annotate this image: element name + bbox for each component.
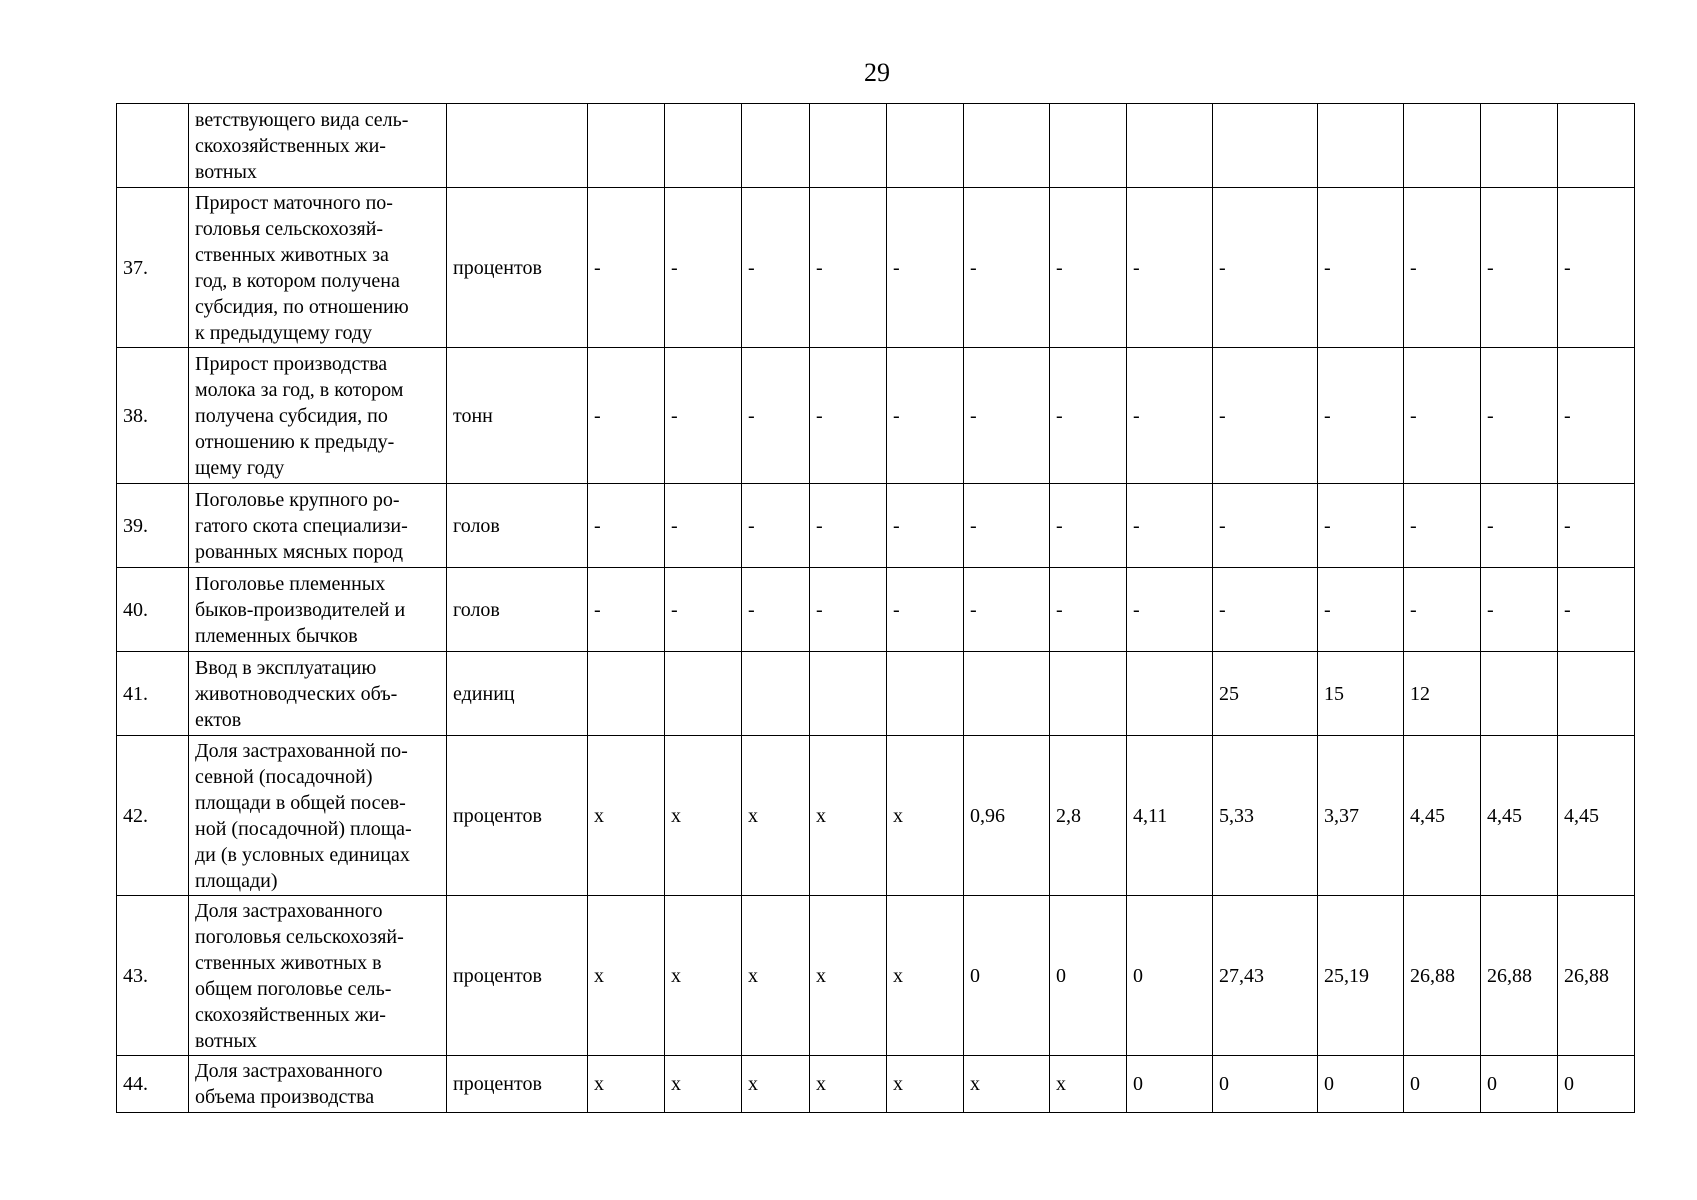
description-line: субсидия, по отношению	[195, 295, 409, 318]
value-cell: 0	[1213, 1056, 1318, 1113]
value-cell	[1481, 652, 1558, 736]
value-cell: -	[1318, 348, 1404, 484]
description-line: Поголовье племенных	[195, 572, 386, 595]
description-line: племенных бычков	[195, 624, 358, 647]
value-cell: -	[1127, 188, 1213, 348]
value-cell	[887, 104, 964, 188]
value-cell: 27,43	[1213, 896, 1318, 1056]
description-line: площади)	[195, 869, 278, 892]
value-cell: -	[1558, 484, 1635, 568]
unit-of-measure: единиц	[447, 652, 588, 736]
description-line: ветствующего вида сель-	[195, 108, 409, 131]
value-cell: 26,88	[1481, 896, 1558, 1056]
value-cell: 12	[1404, 652, 1481, 736]
unit-of-measure: голов	[447, 568, 588, 652]
row-number: 42.	[117, 736, 189, 896]
value-cell	[665, 652, 742, 736]
value-cell: -	[588, 568, 665, 652]
unit-of-measure: голов	[447, 484, 588, 568]
value-cell: 4,45	[1481, 736, 1558, 896]
value-cell: -	[1318, 484, 1404, 568]
value-cell: х	[964, 1056, 1050, 1113]
value-cell: -	[1481, 348, 1558, 484]
value-cell: -	[1318, 568, 1404, 652]
value-cell: -	[964, 348, 1050, 484]
value-cell	[887, 652, 964, 736]
description-line: Доля застрахованной по-	[195, 739, 408, 762]
value-cell: -	[665, 348, 742, 484]
description-line: ственных животных за	[195, 243, 389, 266]
value-cell: -	[1481, 188, 1558, 348]
value-cell: х	[742, 896, 810, 1056]
value-cell: -	[810, 568, 887, 652]
value-cell	[742, 652, 810, 736]
description-line: севной (посадочной)	[195, 765, 373, 788]
value-cell: -	[1318, 188, 1404, 348]
value-cell: 2,8	[1050, 736, 1127, 896]
value-cell	[1127, 652, 1213, 736]
unit-of-measure: процентов	[447, 1056, 588, 1113]
value-cell	[665, 104, 742, 188]
value-cell: -	[964, 568, 1050, 652]
value-cell	[588, 652, 665, 736]
value-cell: х	[887, 896, 964, 1056]
description-line: Поголовье крупного ро-	[195, 488, 400, 511]
row-number	[117, 104, 189, 188]
row-number: 44.	[117, 1056, 189, 1113]
value-cell: х	[588, 736, 665, 896]
value-cell: -	[1127, 484, 1213, 568]
unit-of-measure: процентов	[447, 896, 588, 1056]
value-cell: -	[887, 568, 964, 652]
row-number: 43.	[117, 896, 189, 1056]
value-cell	[1127, 104, 1213, 188]
indicator-description	[189, 348, 447, 484]
indicator-description	[189, 188, 447, 348]
value-cell: -	[665, 188, 742, 348]
value-cell: х	[742, 1056, 810, 1113]
value-cell: -	[1050, 484, 1127, 568]
table-row	[117, 104, 1635, 188]
value-cell: х	[588, 1056, 665, 1113]
value-cell	[1318, 104, 1404, 188]
value-cell: 25	[1213, 652, 1318, 736]
value-cell: х	[810, 736, 887, 896]
value-cell: -	[1127, 348, 1213, 484]
table-row	[117, 896, 1635, 1056]
value-cell: -	[588, 348, 665, 484]
unit-of-measure: тонн	[447, 348, 588, 484]
description-line: общем поголовье сель-	[195, 977, 392, 1000]
value-cell	[1213, 104, 1318, 188]
description-line: животноводческих объ-	[195, 682, 398, 705]
unit-of-measure: процентов	[447, 736, 588, 896]
description-line: гатого скота специализи-	[195, 514, 408, 537]
value-cell	[588, 104, 665, 188]
description-line: ственных животных в	[195, 951, 382, 974]
description-line: получена субсидия, по	[195, 404, 388, 427]
value-cell: -	[742, 484, 810, 568]
value-cell: -	[665, 484, 742, 568]
value-cell: х	[887, 1056, 964, 1113]
page-number: 29	[864, 58, 890, 87]
value-cell: -	[1558, 568, 1635, 652]
value-cell: 0	[1481, 1056, 1558, 1113]
value-cell: х	[665, 896, 742, 1056]
value-cell: 5,33	[1213, 736, 1318, 896]
value-cell: х	[665, 1056, 742, 1113]
value-cell: -	[887, 348, 964, 484]
value-cell: 0	[964, 896, 1050, 1056]
table-row	[117, 652, 1635, 736]
table-row	[117, 568, 1635, 652]
value-cell	[1404, 104, 1481, 188]
value-cell: -	[810, 188, 887, 348]
table-row	[117, 188, 1635, 348]
value-cell: 15	[1318, 652, 1404, 736]
value-cell: -	[1050, 188, 1127, 348]
description-line: скохозяйственных жи-	[195, 1003, 386, 1026]
indicator-description	[189, 736, 447, 896]
value-cell	[1050, 104, 1127, 188]
description-line: вотных	[195, 160, 257, 183]
value-cell: -	[1050, 348, 1127, 484]
value-cell: -	[964, 484, 1050, 568]
value-cell	[810, 652, 887, 736]
indicator-description	[189, 896, 447, 1056]
value-cell: -	[742, 568, 810, 652]
value-cell: -	[1481, 568, 1558, 652]
value-cell: 0	[1050, 896, 1127, 1056]
table-row	[117, 348, 1635, 484]
unit-of-measure	[447, 104, 588, 188]
value-cell: -	[887, 484, 964, 568]
indicator-description	[189, 104, 447, 188]
description-line: объема производства	[195, 1086, 375, 1108]
value-cell	[810, 104, 887, 188]
value-cell: -	[964, 188, 1050, 348]
value-cell: -	[665, 568, 742, 652]
value-cell: 4,11	[1127, 736, 1213, 896]
value-cell: 0	[1404, 1056, 1481, 1113]
row-number: 40.	[117, 568, 189, 652]
value-cell: х	[810, 896, 887, 1056]
value-cell: 0	[1558, 1056, 1635, 1113]
value-cell: 26,88	[1404, 896, 1481, 1056]
description-line: быков-производителей и	[195, 598, 406, 621]
value-cell: 0	[1318, 1056, 1404, 1113]
value-cell: -	[887, 188, 964, 348]
value-cell	[1050, 652, 1127, 736]
value-cell: -	[1404, 484, 1481, 568]
row-number: 38.	[117, 348, 189, 484]
description-line: площади в общей посев-	[195, 791, 406, 814]
indicator-description	[189, 484, 447, 568]
value-cell: -	[810, 484, 887, 568]
value-cell: -	[1481, 484, 1558, 568]
value-cell	[742, 104, 810, 188]
value-cell: х	[742, 736, 810, 896]
value-cell: -	[1558, 348, 1635, 484]
value-cell: 25,19	[1318, 896, 1404, 1056]
table-row	[117, 484, 1635, 568]
value-cell: х	[1050, 1056, 1127, 1113]
value-cell: -	[1213, 484, 1318, 568]
description-line: Доля застрахованного	[195, 1060, 383, 1082]
description-line: Ввод в эксплуатацию	[195, 656, 377, 679]
indicators-table	[116, 103, 1635, 1113]
description-line: к предыдущему году	[195, 321, 373, 344]
value-cell: -	[588, 484, 665, 568]
description-line: ди (в условных единицах	[195, 843, 410, 866]
description-line: рованных мясных пород	[195, 540, 404, 563]
description-line: отношению к предыду-	[195, 430, 395, 453]
description-line: щему году	[195, 456, 285, 479]
value-cell: х	[588, 896, 665, 1056]
value-cell	[1558, 652, 1635, 736]
table-row	[117, 1056, 1635, 1113]
description-line: ной (посадочной) площа-	[195, 817, 412, 840]
value-cell: 0,96	[964, 736, 1050, 896]
value-cell: -	[1404, 348, 1481, 484]
value-cell: -	[810, 348, 887, 484]
value-cell: -	[742, 188, 810, 348]
value-cell	[964, 652, 1050, 736]
value-cell	[1558, 104, 1635, 188]
value-cell: -	[588, 188, 665, 348]
value-cell: -	[1127, 568, 1213, 652]
value-cell: 4,45	[1404, 736, 1481, 896]
value-cell: -	[1213, 348, 1318, 484]
value-cell: 0	[1127, 1056, 1213, 1113]
value-cell: -	[1558, 188, 1635, 348]
value-cell	[964, 104, 1050, 188]
value-cell: -	[1050, 568, 1127, 652]
value-cell	[1481, 104, 1558, 188]
table-row	[117, 736, 1635, 896]
value-cell: 26,88	[1558, 896, 1635, 1056]
value-cell: 3,37	[1318, 736, 1404, 896]
description-line: молока за год, в котором	[195, 378, 404, 401]
value-cell: 4,45	[1558, 736, 1635, 896]
value-cell: -	[1213, 188, 1318, 348]
description-line: поголовья сельскохозяй-	[195, 925, 404, 948]
indicator-description	[189, 652, 447, 736]
row-number: 39.	[117, 484, 189, 568]
row-number: 37.	[117, 188, 189, 348]
value-cell: х	[810, 1056, 887, 1113]
description-line: Прирост маточного по-	[195, 191, 393, 214]
description-line: Доля застрахованного	[195, 899, 383, 922]
value-cell: -	[1213, 568, 1318, 652]
value-cell: х	[665, 736, 742, 896]
indicator-description	[189, 1056, 447, 1113]
description-line: вотных	[195, 1029, 257, 1052]
description-line: скохозяйственных жи-	[195, 134, 386, 157]
unit-of-measure: процентов	[447, 188, 588, 348]
description-line: головья сельскохозяй-	[195, 217, 384, 240]
value-cell: -	[1404, 188, 1481, 348]
description-line: Прирост производства	[195, 352, 388, 375]
value-cell: -	[1404, 568, 1481, 652]
description-line: ектов	[195, 708, 242, 731]
description-line: год, в котором получена	[195, 269, 400, 292]
value-cell: 0	[1127, 896, 1213, 1056]
value-cell: -	[742, 348, 810, 484]
indicator-description	[189, 568, 447, 652]
value-cell: х	[887, 736, 964, 896]
row-number: 41.	[117, 652, 189, 736]
